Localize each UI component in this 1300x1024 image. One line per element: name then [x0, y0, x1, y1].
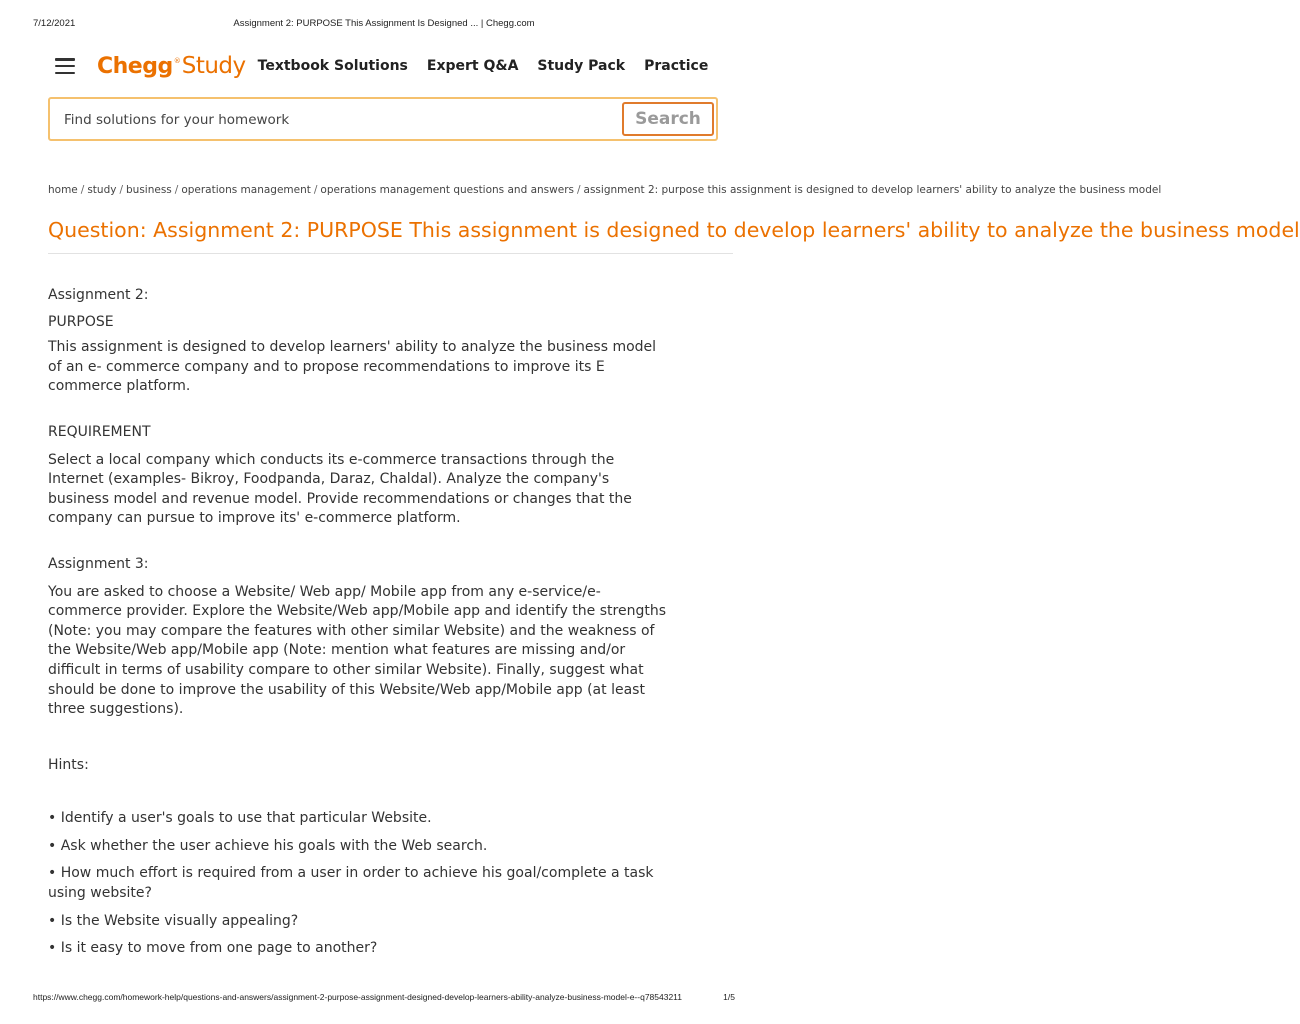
print-page-number: 1/5 [723, 992, 735, 1002]
logo-chegg: Chegg [97, 54, 173, 79]
print-header [33, 18, 735, 32]
top-nav [55, 48, 755, 84]
title-divider [48, 253, 733, 254]
breadcrumb-operations-management[interactable]: operations management [181, 184, 311, 196]
nav-link-study-pack[interactable]: Study Pack [537, 58, 626, 74]
breadcrumb: home / study / business / operations management / operations management questions and answers / assignment 2: purpose this assignment is designed to develop learners' ability to analyze the business model [48, 184, 1162, 196]
hint-item: • How much effort is required from a user in order to achieve his goal/complete a task using website? [48, 865, 654, 902]
print-url: https://www.chegg.com/homework-help/questions-and-answers/assignment-2-purpose-assignment-designed-develop-learners-ability-analyze-business-model-e--q78543211 [33, 992, 683, 1002]
hints-heading: Hints: [48, 756, 89, 773]
nav-link-expert-qa[interactable]: Expert Q&A [426, 58, 519, 74]
hint-item: • Is the Website visually appealing? [48, 912, 299, 929]
requirement-text: Select a local company which conducts its e-commerce transactions through the Internet (examples- Bikroy, Foodpanda, Daraz, Chaldal). Analyze the company's business model and revenue model. Provide recommendations or changes that the company can pursue to improve its' e-commerce platform. [48, 451, 632, 527]
assignment-2-heading: Assignment 2: [48, 287, 149, 303]
print-title: Assignment 2: PURPOSE This Assignment Is Designed ... | Chegg.com [233, 18, 535, 29]
menu-icon[interactable] [55, 58, 75, 74]
search-bar [48, 97, 718, 141]
search-input[interactable] [62, 107, 606, 133]
question-title: Question: Assignment 2: PURPOSE This assignment is designed to develop learners' ability to analyze the business model [48, 218, 1300, 242]
hint-item: • Ask whether the user achieve his goals with the Web search. [48, 837, 488, 854]
breadcrumb-current: assignment 2: purpose this assignment is designed to develop learners' ability to analyze the business model [583, 184, 1162, 196]
question-body [48, 286, 673, 959]
hint-item: • Identify a user's goals to use that particular Website. [48, 810, 432, 827]
search-button[interactable]: Search [622, 102, 714, 136]
assignment-3-text: You are asked to choose a Website/ Web app/ Mobile app from any e-service/e-commerce provider. Explore the Website/Web app/Mobile app and identify the strengths (Note: you may compare the features with other similar Website) and the weakness of the Website/Web app/Mobile app (Note: mention what features are missing and/or difficult in terms of usability compare to other similar Website). Finally, suggest what should be done to improve the usability of this Website/Web app/Mobile app (at least three suggestions). [48, 583, 666, 718]
logo-study: Study [181, 53, 246, 79]
breadcrumb-business[interactable]: business [126, 184, 172, 196]
purpose-heading: PURPOSE [48, 313, 114, 330]
nav-link-practice[interactable]: Practice [644, 58, 709, 74]
hint-item: • Is it easy to move from one page to another? [48, 940, 378, 957]
purpose-text: This assignment is designed to develop learners' ability to analyze the business model of an e- commerce company and to propose recommendations to improve its E commerce platform. [48, 339, 657, 395]
print-footer [33, 992, 735, 1006]
print-date: 7/12/2021 [33, 18, 76, 29]
chegg-study-logo[interactable] [97, 53, 246, 79]
assignment-3-heading: Assignment 3: [48, 555, 149, 572]
requirement-heading: REQUIREMENT [48, 423, 151, 440]
nav-links [258, 58, 728, 74]
breadcrumb-home[interactable]: home [48, 184, 78, 196]
logo-registered-mark: ® [173, 57, 181, 65]
breadcrumb-study[interactable]: study [87, 184, 117, 196]
nav-link-textbook-solutions[interactable]: Textbook Solutions [257, 58, 408, 74]
breadcrumb-questions-and-answers[interactable]: operations management questions and answers [320, 184, 574, 196]
